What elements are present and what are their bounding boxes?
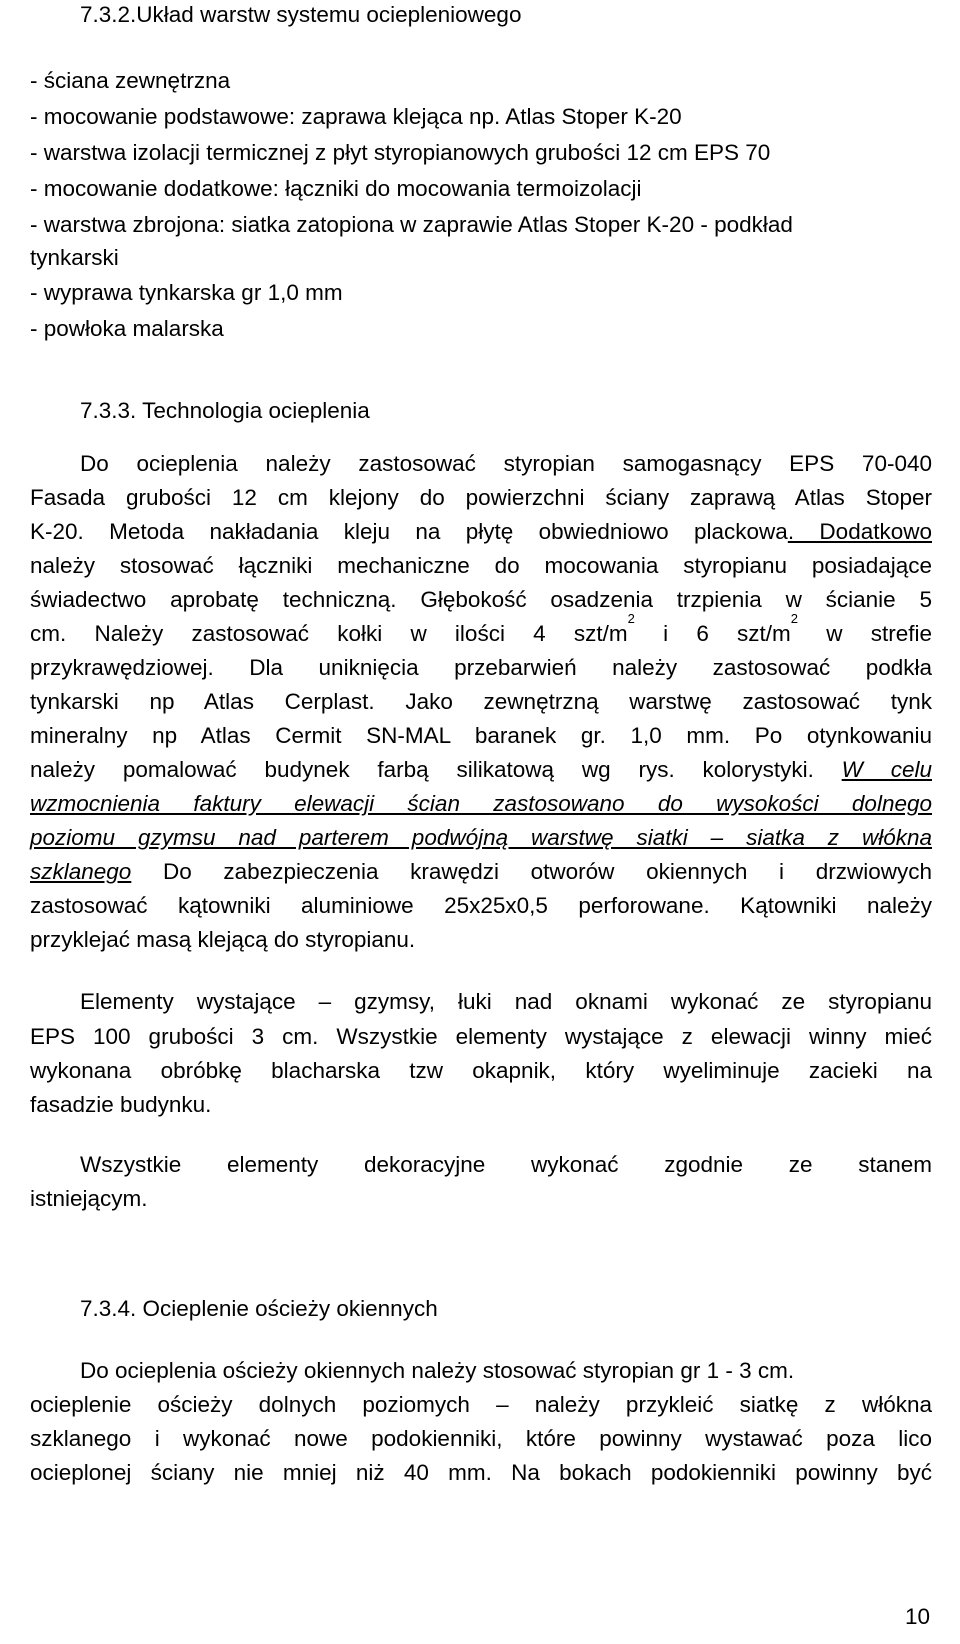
paragraph-line: tynkarski np Atlas Cerplast. Jako zewnętrzną warstwę zastosować tynk bbox=[30, 689, 932, 714]
paragraph-line: EPS 100 grubości 3 cm. Wszystkie elementy wystające z elewacji winny mieć bbox=[30, 1024, 932, 1049]
paragraph-line: Wszystkie elementy dekoracyjne wykonać zgodnie ze stanem bbox=[80, 1152, 932, 1177]
layer-line: - wyprawa tynkarska gr 1,0 mm bbox=[30, 280, 343, 305]
paragraph-line: Fasada grubości 12 cm klejony do powierzchni ściany zaprawą Atlas Stoper bbox=[30, 485, 932, 510]
paragraph-line: Elementy wystające – gzymsy, łuki nad oknami wykonać ze styropianu bbox=[80, 989, 932, 1014]
layer-line: - warstwa izolacji termicznej z płyt styropianowych grubości 12 cm EPS 70 bbox=[30, 140, 771, 165]
paragraph-line: Do ocieplenia należy zastosować styropian samogasnący EPS 70-040 bbox=[80, 451, 932, 476]
paragraph-line: ocieplenie ościeży dolnych poziomych – należy przykleić siatkę z włókna bbox=[30, 1392, 932, 1417]
layer-line: - mocowanie dodatkowe: łączniki do mocowania termoizolacji bbox=[30, 176, 642, 201]
paragraph-line: przyklejać masą klejącą do styropianu. bbox=[30, 927, 416, 952]
paragraph-line: świadectwo aprobatę techniczną. Głębokość osadzenia trzpienia w ścianie 5 bbox=[30, 587, 932, 612]
paragraph-line: mineralny np Atlas Cermit SN-MAL baranek gr. 1,0 mm. Po otynkowaniu bbox=[30, 723, 932, 748]
paragraph-line: Do ocieplenia ościeży okiennych należy stosować styropian gr 1 - 3 cm. bbox=[80, 1358, 795, 1383]
layer-line: - ściana zewnętrzna bbox=[30, 68, 231, 93]
paragraph-line: należy stosować łączniki mechaniczne do mocowania styropianu posiadające bbox=[30, 553, 932, 578]
layer-line: - warstwa zbrojona: siatka zatopiona w zaprawie Atlas Stoper K-20 - podkład bbox=[30, 212, 793, 237]
section-heading-732: 7.3.2.Układ warstw systemu ociepleniowego bbox=[80, 2, 522, 27]
paragraph-line: poziomu gzymsu nad parterem podwójną warstwę siatki – siatka z włókna bbox=[30, 825, 932, 850]
paragraph-line: przykrawędziowej. Dla uniknięcia przebarwień należy zastosować podkła bbox=[30, 655, 932, 680]
section-heading-734: 7.3.4. Ocieplenie ościeży okiennych bbox=[80, 1296, 438, 1321]
paragraph-line: szklanego i wykonać nowe podokienniki, które powinny wystawać poza lico bbox=[30, 1426, 932, 1451]
paragraph-line: istniejącym. bbox=[30, 1186, 148, 1211]
layer-line: - powłoka malarska bbox=[30, 316, 224, 341]
layer-line: tynkarski bbox=[30, 245, 119, 270]
layer-line: - mocowanie podstawowe: zaprawa klejąca np. Atlas Stoper K-20 bbox=[30, 104, 682, 129]
page-number: 10 bbox=[904, 1604, 930, 1629]
paragraph-line: wykonana obróbkę blacharska tzw okapnik, który wyeliminuje zacieki na bbox=[30, 1058, 932, 1083]
paragraph-line: fasadzie budynku. bbox=[30, 1092, 212, 1117]
paragraph-line: cm. Należy zastosować kołki w ilości 4 szt/$m^2$ i 6 szt/$m^2$ w strefie bbox=[30, 611, 932, 646]
paragraph-line: zastosować kątowniki aluminiowe 25x25x0,5 perforowane. Kątowniki należy bbox=[30, 893, 932, 918]
paragraph-line: K-20. Metoda nakładania kleju na płytę obwiedniowo plackowa. Dodatkowo bbox=[30, 519, 932, 544]
paragraph-line: ocieplonej ściany nie mniej niż 40 mm. Na bokach podokienniki powinny być bbox=[30, 1460, 932, 1485]
paragraph-line: wzmocnienia faktury elewacji ścian zastosowano do wysokości dolnego bbox=[30, 791, 932, 816]
paragraph-line: należy pomalować budynek farbą silikatową wg rys. kolorystyki. W celu bbox=[30, 757, 932, 782]
section-heading-733: 7.3.3. Technologia ocieplenia bbox=[80, 398, 370, 423]
paragraph-line: szklanego Do zabezpieczenia krawędzi otworów okiennych i drzwiowych bbox=[30, 859, 932, 884]
